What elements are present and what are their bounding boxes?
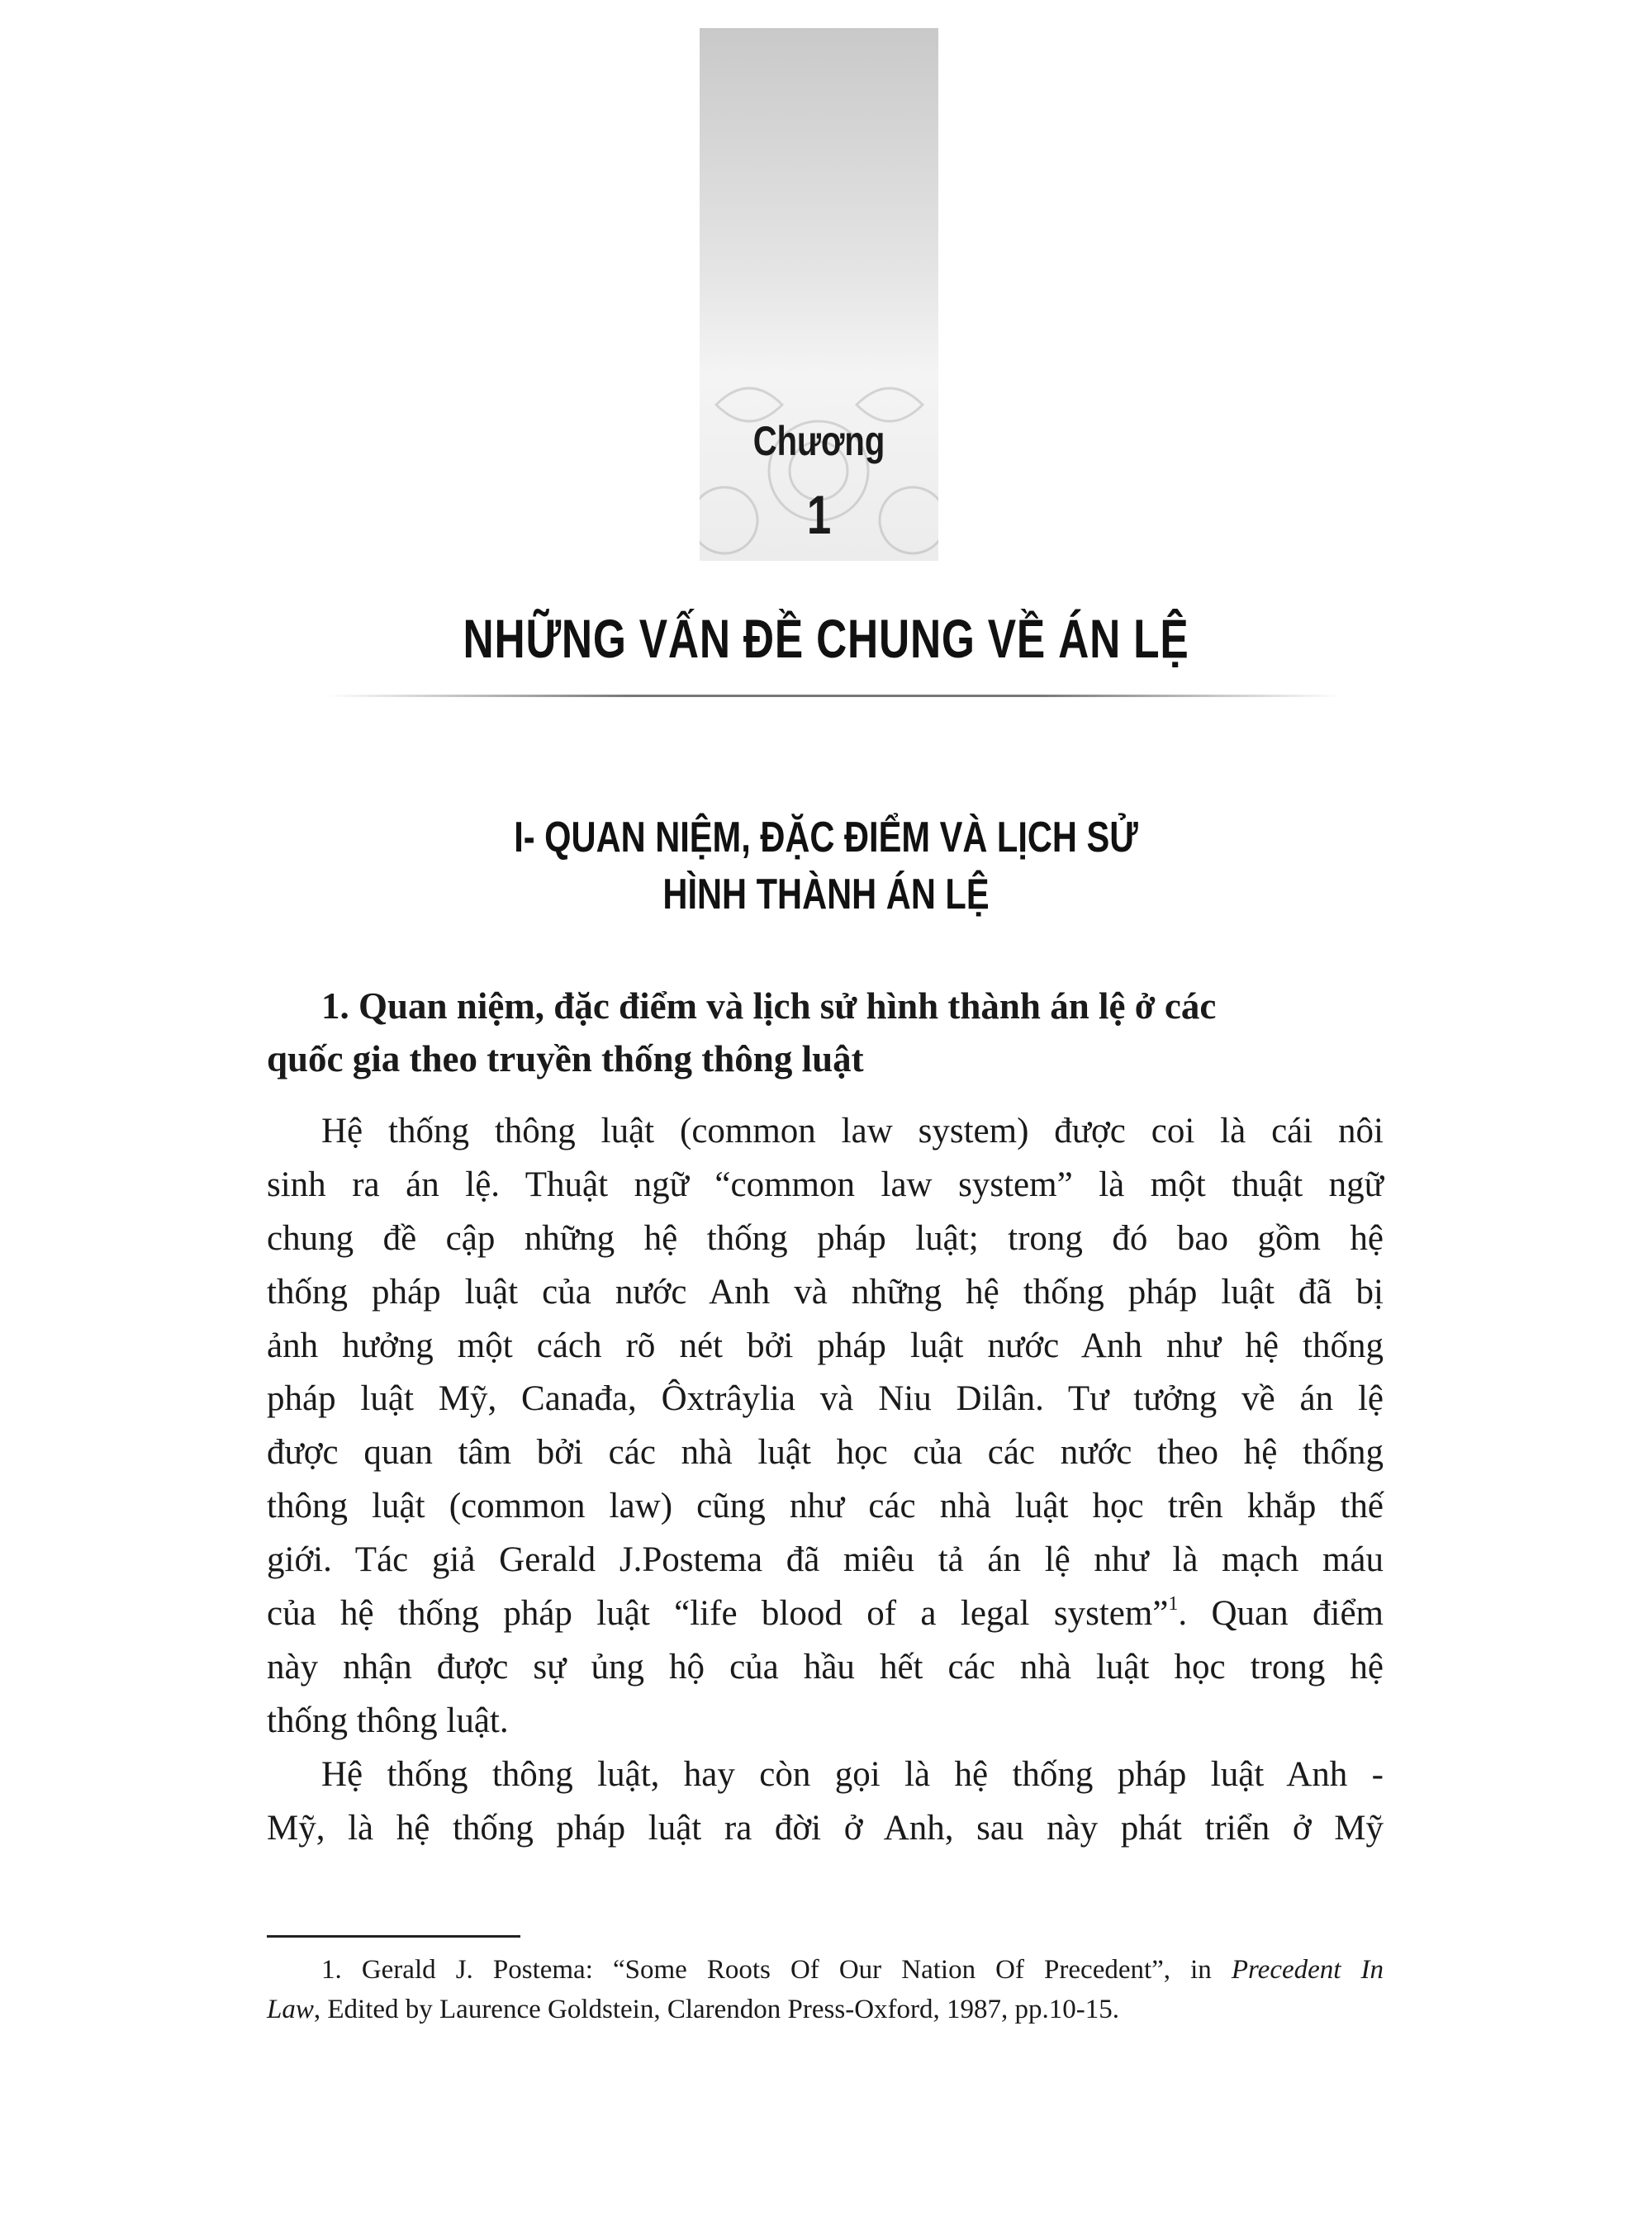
footnote-divider — [267, 1935, 520, 1938]
footnote-text: 1. Gerald J. Postema: “Some Roots Of Our Nation Of Precedent”, in — [321, 1955, 1232, 1985]
title-divider — [326, 695, 1341, 697]
body-text: của hệ thống pháp luật “life blood of a legal system” — [267, 1594, 1169, 1633]
body-line: này nhận được sự ủng hộ của hầu hết các nhà luật học trong hệ — [267, 1648, 1384, 1687]
body-line: thống pháp luật của nước Anh và những hệ thống pháp luật đã bị — [267, 1273, 1384, 1312]
body-line: Hệ thống thông luật (common law system) được coi là cái nôi — [321, 1112, 1384, 1151]
body-line: Hệ thống thông luật, hay còn gọi là hệ thống pháp luật Anh - — [321, 1755, 1384, 1794]
footnote-line — [267, 1995, 1384, 2025]
body-line: thống thông luật. — [267, 1701, 509, 1740]
subsection-heading-line: 1. Quan niệm, đặc điểm và lịch sử hình thành án lệ ở các — [321, 985, 1217, 1027]
body-text: . Quan điểm — [1178, 1594, 1384, 1633]
body-line: Mỹ, là hệ thống pháp luật ra đời ở Anh, sau này phát triển ở Mỹ — [267, 1809, 1384, 1848]
footnote-text: , Edited by Laurence Goldstein, Clarendon Press-Oxford, 1987, pp.10-15. — [313, 1995, 1120, 2024]
body-line: ảnh hưởng một cách rõ nét bởi pháp luật nước Anh như hệ thống — [267, 1326, 1384, 1365]
chapter-label: Chương — [752, 418, 885, 464]
footnote-italic: Law — [267, 1995, 314, 2024]
subsection-heading-line: quốc gia theo truyền thống thông luật — [267, 1038, 864, 1079]
body-line: được quan tâm bởi các nhà luật học của các nước theo hệ thống — [267, 1433, 1384, 1472]
body-line: pháp luật Mỹ, Canađa, Ôxtrâylia và Niu Dilân. Tư tưởng về án lệ — [267, 1379, 1384, 1418]
footnote-italic: Precedent In — [1231, 1955, 1384, 1985]
chapter-number: 1 — [806, 484, 832, 545]
footnote-line — [267, 1955, 1384, 1986]
body-line: sinh ra án lệ. Thuật ngữ “common law system” là một thuật ngữ — [267, 1165, 1384, 1204]
footnote-reference[interactable]: 1 — [1168, 1593, 1179, 1615]
section-heading-line: HÌNH THÀNH ÁN LỆ — [662, 871, 990, 918]
body-line: giới. Tác giả Gerald J.Postema đã miêu tả án lệ như là mạch máu — [267, 1540, 1384, 1579]
body-line: thông luật (common law) cũng như các nhà luật học trên khắp thế — [267, 1487, 1384, 1525]
chapter-title: NHỮNG VẤN ĐỀ CHUNG VỀ ÁN LỆ — [463, 608, 1189, 669]
body-line: chung đề cập những hệ thống pháp luật; trong đó bao gồm hệ — [267, 1219, 1384, 1258]
body-line-with-footnote — [267, 1593, 1384, 1634]
section-heading-line: I- QUAN NIỆM, ĐẶC ĐIỂM VÀ LỊCH SỬ — [514, 814, 1138, 861]
